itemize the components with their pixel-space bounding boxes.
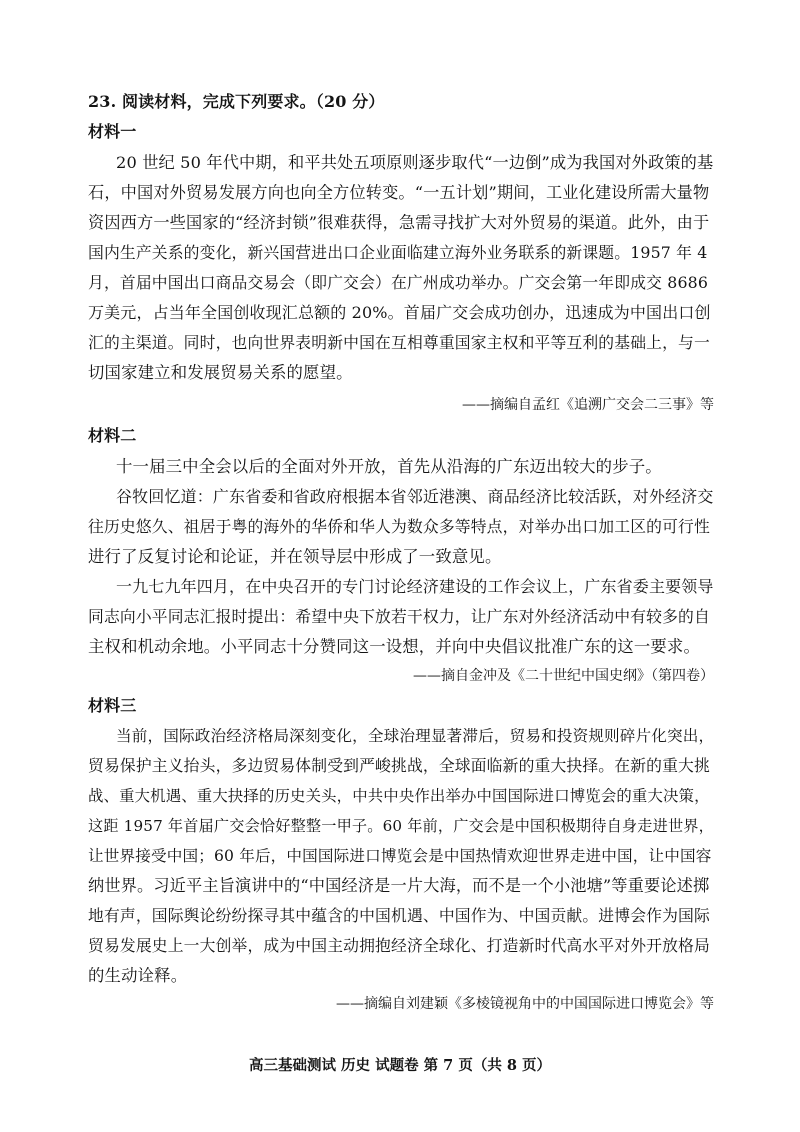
material-1-source: ——摘编自孟红《追溯广交会二三事》等: [462, 397, 714, 413]
material-1-line: 石，中国对外贸易发展方向也向全方位转变。“一五计划”期间，工业化建设所需大量物: [88, 183, 710, 202]
material-1-line: 月，首届中国出口商品交易会（即广交会）在广州成功举办。广交会第一年即成交 8686: [88, 273, 709, 292]
material-3-line: 贸易保护主义抬头，多边贸易体制受到严峻挑战，全球面临新的重大抉择。在新的重大挑: [88, 756, 710, 775]
material-1-line: 资因西方一些国家的“经济封锁”很难获得，急需寻找扩大对外贸易的渠道。此外，由于: [88, 213, 710, 232]
material-1-line: 汇的主渠道。同时，也向世界表明新中国在互相尊重国家主权和平等互利的基础上，与一: [88, 333, 710, 352]
material-3-line: 的生动诠释。: [88, 966, 188, 985]
material-1-heading: 材料一: [88, 122, 137, 141]
material-3-line: 战、重大机遇、重大抉择的历史关头，中共中央作出举办中国国际进口博览会的重大决策，: [88, 787, 710, 805]
material-2-line: 同志向小平同志汇报时提出：希望中央下放若干权力，让广东对外经济活动中有较多的自: [88, 607, 710, 626]
material-1-line: 20 世纪 50 年代中期，和平共处五项原则逐步取代“一边倒”成为我国对外政策的基: [116, 153, 714, 172]
material-2-line: 谷牧回忆道：广东省委和省政府根据本省邻近港澳、商品经济比较活跃，对外经济交: [116, 487, 714, 506]
material-3-heading: 材料三: [88, 696, 137, 715]
material-3-line: 让世界接受中国；60 年后，中国国际进口博览会是中国热情欢迎世界走进中国，让中国容: [88, 847, 712, 865]
material-1-line: 切国家建立和发展贸易关系的愿望。: [88, 363, 353, 382]
material-2-line: 一九七九年四月，在中央召开的专门讨论经济建设的工作会议上，广东省委主要领导: [116, 577, 714, 596]
page-footer: 高三基础测试 历史 试题卷 第 7 页（共 8 页）: [248, 1057, 551, 1074]
material-3-line: 贸易发展史上一大创举，成为中国主动拥抱经济全球化、打造新时代高水平对外开放格局: [88, 936, 710, 955]
material-3-line: 当前，国际政治经济格局深刻变化，全球治理显著滞后，贸易和投资规则碎片化突出，: [116, 727, 715, 745]
material-3-line: 地有声，国际舆论纷纷探寻其中蕴含的中国机遇、中国作为、中国贡献。进博会作为国际: [88, 906, 710, 925]
material-3-source: ——摘编自刘建颖《多棱镜视角中的中国国际进口博览会》等: [336, 996, 714, 1012]
material-2-line: 主权和机动余地。小平同志十分赞同这一设想，并向中央倡议批准广东的这一要求。: [88, 637, 701, 656]
material-1-line: 万美元，占当年全国创收现汇总额的 20%。首届广交会成功创办，迅速成为中国出口创: [88, 303, 711, 322]
material-1-line: 国内生产关系的变化，新兴国营进出口企业面临建立海外业务联系的新课题。1957 年 4: [88, 243, 708, 262]
material-3-line: 这距 1957 年首届广交会恰好整整一甲子。60 年前，广交会是中国积极期待自身走进世界，: [88, 817, 714, 835]
material-3-line: 纳世界。习近平主旨演讲中的“中国经济是一片大海，而不是一个小池塘”等重要论述掷: [88, 876, 710, 895]
material-2-source: ——摘自金冲及《二十世纪中国史纲》（第四卷）: [413, 668, 714, 684]
material-2-heading: 材料二: [88, 426, 137, 445]
material-2-line: 十一届三中全会以后的全面对外开放，首先从沿海的广东迈出较大的步子。: [116, 457, 662, 476]
question-title: 23. 阅读材料，完成下列要求。（20 分）: [88, 92, 385, 111]
material-2-line: 往历史悠久、祖居于粤的海外的华侨和华人为数众多等特点，对举办出口加工区的可行性: [88, 517, 710, 536]
material-2-line: 进行了反复讨论和论证，并在领导层中形成了一致意见。: [88, 547, 502, 566]
